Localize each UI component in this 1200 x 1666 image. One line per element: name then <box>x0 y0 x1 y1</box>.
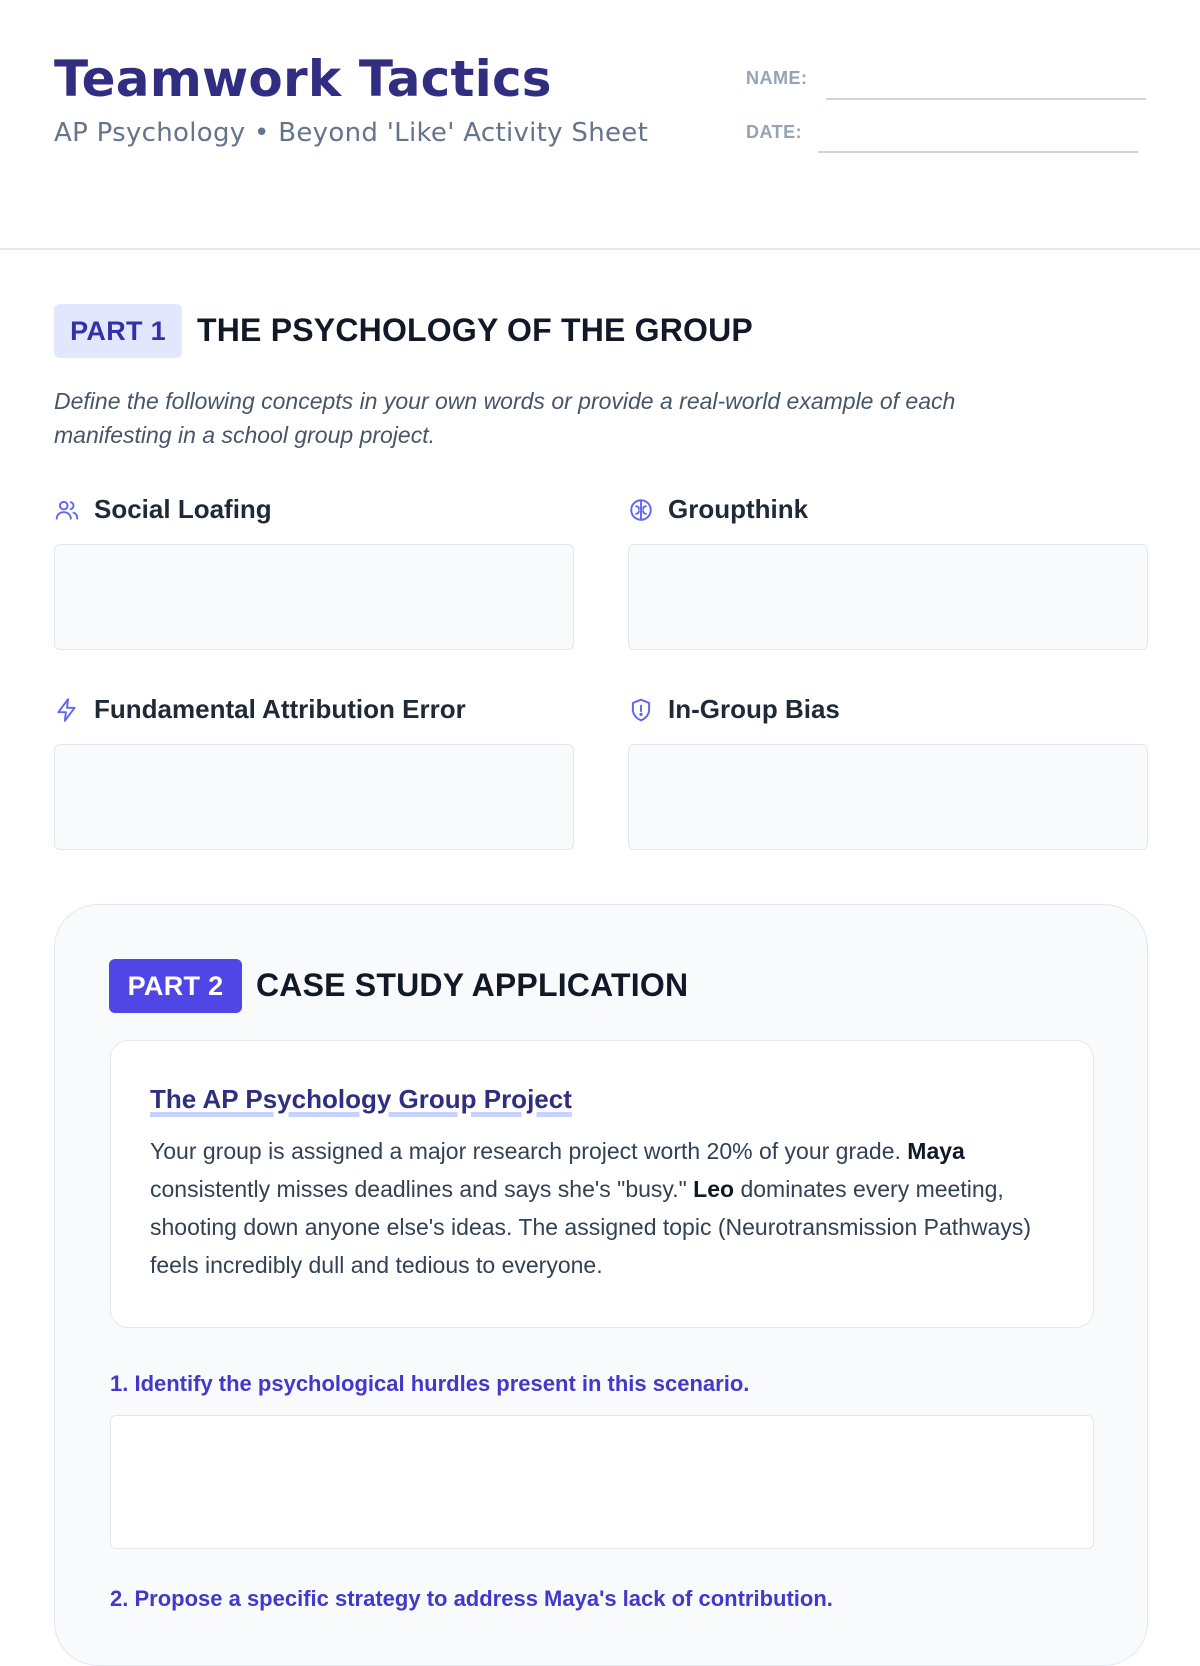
concept-in-group-bias <box>628 694 840 725</box>
part1-instructions: Define the following concepts in your own words or provide a real-world example of each manifesting in a school group project. <box>54 388 956 448</box>
part1-title: THE PSYCHOLOGY OF THE GROUP <box>197 312 753 348</box>
question-1: 1. Identify the psychological hurdles present in this scenario. <box>110 1371 750 1396</box>
date-label: DATE: <box>746 122 803 142</box>
case-name-leo: Leo <box>693 1176 735 1202</box>
concept-label-text: Fundamental Attribution Error <box>94 694 466 724</box>
page-title: Teamwork Tactics <box>54 50 552 108</box>
brain-icon <box>628 497 654 523</box>
lightning-icon <box>54 697 80 723</box>
date-field[interactable] <box>818 151 1138 153</box>
name-label: NAME: <box>746 68 808 88</box>
concept-label-text: Social Loafing <box>94 494 272 524</box>
concept-label-text: In-Group Bias <box>668 694 840 724</box>
name-field[interactable] <box>826 98 1146 100</box>
groupthink-answer-box[interactable] <box>628 544 1148 650</box>
concept-groupthink <box>628 494 808 525</box>
part2-badge: PART 2 <box>109 959 242 1013</box>
page-subtitle: AP Psychology • Beyond 'Like' Activity Sheet <box>54 118 649 148</box>
fae-answer-box[interactable] <box>54 744 574 850</box>
part1-badge: PART 1 <box>54 304 182 358</box>
concept-fundamental-attribution-error <box>54 694 466 725</box>
case-study-title: The AP Psychology Group Project <box>150 1084 572 1114</box>
part2-title: CASE STUDY APPLICATION <box>256 967 689 1003</box>
question-1-answer-box[interactable] <box>110 1415 1094 1549</box>
question-2: 2. Propose a specific strategy to address Maya's lack of contribution. <box>110 1586 833 1611</box>
concept-label-text: Groupthink <box>668 494 809 524</box>
worksheet-header <box>0 0 1200 250</box>
users-icon <box>54 497 80 523</box>
case-name-maya: Maya <box>907 1138 965 1164</box>
shield-icon <box>628 697 654 723</box>
in-group-bias-answer-box[interactable] <box>628 744 1148 850</box>
concept-social-loafing <box>54 494 272 525</box>
case-study-text: Your group is assigned a major research project worth 20% of your grade. Maya consistently misses deadlines and says she's "busy." Leo dominates every meeting, shooting down anyone else's ideas. The assigned topic (Neurotransmission Pathways) feels incredibly dull and tedious to everyone. <box>150 1138 1032 1278</box>
social-loafing-answer-box[interactable] <box>54 544 574 650</box>
